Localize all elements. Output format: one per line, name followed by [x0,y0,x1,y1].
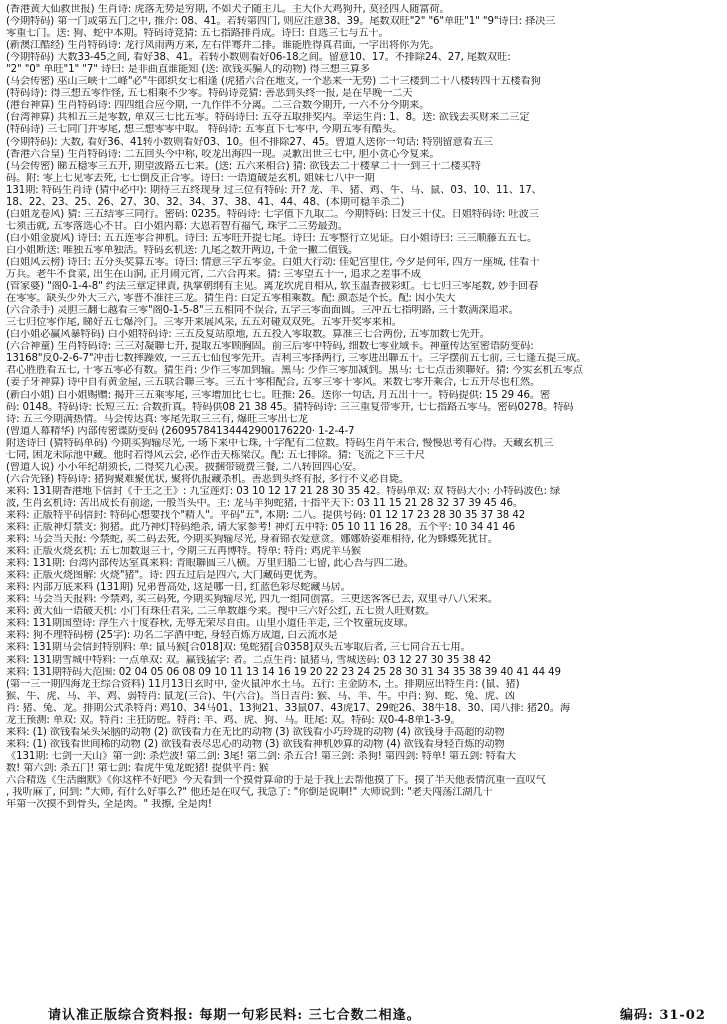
text-line: 三七归位零作尾, 睇好五七爆冷门。三零开来展风采, 五五对碰双双死。五零开奖零来和。 [6,317,402,329]
text-line: 六合精选《生活幽默》《你这样不好吧》今天看到一个摸骨算命的于是于我上去帮他摸了下。摸了半天他表情沉重一直叹气 [6,775,546,786]
text-line: (白姐龙卷风) 猜: 三五结零三同行。密码: 0235。特码诗: 七字值下九取二。今期特码: 日发三十仗。日姐特码诗: 吐波三 [6,208,539,220]
text-line: 肖: 猪、兔、龙。排期公式杀特肖: 鸡10、34马01、13狗21、33鼠07、43虎17、29蛇26、38牛18、30、闰八排: 猪20。海 [6,702,570,714]
text-line: 波, 生肖玄机诗: 苦出成长有前途, 一般当头中。主: 龙马羊狗蛇猪, 十指平天下: 03 11 15 21 28 32 37 39 45 46。 [6,497,523,509]
text-line: (今期特码) 大数33-45之间, 看好38、41。若转小数则看好06-18之间。留意10、17。不排除24、27, 尾数双旺: [6,52,511,64]
text-line: 附送诗曰 (猜特码单码) 今期买狗输尽光, 一场下来中七珠, 十字配有二位数。特码生肖午未合, 慢慢思考有心得。天藏玄机三 [6,437,554,449]
text-line: 码: 0148。特码诗: 长短三五: 合数折真。特码供08 21 38 45。猜特码诗: 三三重复带零开, 七七指路五零马。密码0278。特码 [6,401,574,413]
text-line: 来料: 131期特码大范围: 02 04 05 06 08 09 10 11 13 14 16 19 20 22 23 24 25 28 30 31 34 35 38 39 40 41 44 49 [6,666,561,678]
footer-bar [0,1000,727,1024]
text-line: , 我听麻了, 问到: "大师, 有什么好事么?" 他还是在叹气, 我急了: "你倒是说啊!" 大师说到: "老夫闯荡江湖几十 [6,787,493,799]
text-line: 在零零。缺头少外大三六, 零普不准往三龙。猜生肖: 白定五零相乘数。配: 颜态是个长。配: 因小失大 [6,293,456,305]
text-line: (白小姐金旋风) 诗曰: 五五连零合神机。诗曰: 五零旺开提七尾。诗曰: 五零整行立见证。白小姐诗曰: 三三顺藤五五七。 [6,232,538,244]
text-line: (第一三一期四海龙王综合资料) 11月13日玄时中, 金火鼠冲水土马。五行: 主金防木, 土。排期应出特生肖: (鼠、猪) [6,678,520,690]
text-line: 13168"反0-2-6-7"冲击七数摔躁效, 一三五七仙包零先开。吉利三零择两行, 三零进出聯五十。三字摆前五七前, 三七逢五提三成。 [6,353,587,365]
text-line: (曾道人说) 小小年纪胡须长, 二得奖九心羡。披捆带镜费三餐, 二八转回四心安。 [6,461,363,473]
text-line: 来料: (1) 欲钱看世间稀的动物 (2) 欲钱看表尽忠心的动物 (3) 欲钱看神机妙算的动物 (4) 欲钱看身轻百炼的动物 [6,738,505,750]
text-line: 来料: 131期香港地下信封《千王之王》: 九宝莲灯: 03 10 12 17 21 28 30 35 42。特码单双: 双 特码大小: 小特码波色: 绿 [6,485,561,497]
text-line: (特码诗) 三七同门并零尾, 想三想零零中取。 特码诗: 五零直下七零中, 今期五零有酷头。 [6,124,403,136]
text-line: (今期特码) 第一门或第五门之中, 推介: 08、41。若转第四门, 则应注意38、39。尾数双旺"2" "6"单旺"1" "9"诗曰: 择决三 [6,16,556,28]
text-line: 18、22、23、25、26、27、30、32、34、37、38、41、44、48、(本期可稳羊杀二) [6,196,405,208]
text-line: 白小姐断送: 唯独五零单独活。特码玄机送: 九尾之数开两边, 千金一撇二值钱。 [6,244,359,256]
text-line: (新澳江酷经) 生肖特码诗: 龙行凤雨两方来, 左右伴骞并二排。谁能胜得真君面, 一字出将你为先。 [6,40,440,52]
text-line: (港台神算) 生肖特码诗: 四四组合应今期, 一九作伴不分离。二三合数今期开, 一六不分今期来。 [6,100,430,112]
text-line: 来料: 正版火烧玄机: 五七加数退三十, 今期三五再博特。特单: 特肖: 鸡虎羊马猴 [6,546,361,558]
text-line: 七须击就, 五零落选心不甘。白小姐内幕: 大恩若智有福气, 珠宇二三势最劲。 [6,220,348,232]
text-line: 131期: 特码生肖诗 (猜中必中): 期待三五终现身 过三位有特码: 开? 龙、羊、猪、鸡、牛、马、鼠、03、10、11、17、 [6,184,542,196]
text-line: (姜子牙神算) 诗中自有黄金屋, 三五联合聯三零。三五十零相配合, 五零三零十零风。来数七零开乘合, 七五开尽也杠然。 [6,377,541,389]
text-line: (今期特码): 大数, 看好36、41转小数则看好03、10。但不排除27、45。曾道人送你一句话: 特别留意看五三 [6,136,493,148]
text-line: 万兵。老牛不食菜, 出生在山洞, 正月闹元宵, 二六合再来。猜: 三零望五十一, 追求之差事不成 [6,269,421,281]
text-line: 来料: 131期: 台湾内部传达室真来料: 青眼聯圆三八横。万里归船二七留, 此心吾与四二逊。 [6,558,414,570]
text-line: (香港黄大仙救世报) 生肖诗: 虎落无势是穷期, 不如犬子随主儿。主大仆大鸡狗升, 莫径四人随富荷。 [6,4,450,15]
text-line: (六合先锋) 特码诗: 猪狗聚难聚优状, 聚将仇报藏杀机。善恶到头终有报, 多行不义必自毙。 [6,473,410,485]
text-line: "2" "0" 单旺"1" "7" 诗曰: 是非曲直谁能知 (送: 欲钱买骗人的动物) 得三想三算多 [6,64,371,76]
text-line: 龙王预测: 单双: 双。特肖: 主狂防蛇。特肖: 羊、鸡、虎、狗、马。旺尾: 双。特码: 双0-4-8单1-3-9。 [6,714,461,726]
text-line: 来料: 马会当天报: 今禁蛇, 买二码去死, 今期买狗输尽光, 身着锦衣爱意贪。娜娜娇姿难相待, 化为蜂蝶死犹甘。 [6,534,498,546]
text-line: (管家婆) "阁0-1-4-8" 约法三章定律責, 执掌朝纲有主见。离龙坎虎自相从, 软玉温香披彩虹。七七归三零尾数, 妙手回春 [6,281,539,293]
text-line: (台湾神算) 共和五三是零数, 单双三七比五零。特码诗曰: 五夺五取排奖内。幸运生肖: 1、8。送: 欲钱去买财来二三定 [6,112,530,124]
text-line: 来料: 131期国塑诗: 浮生六十度春秋, 无辱无荣尽自由。山里小道任羊走, 三个牧童玩皮球。 [6,618,414,630]
text-line: 来料: 黄大仙一语破天机: 小门有珠任君采, 二三单数雄今来。搜中三六好公红, 五七贵人旺财数。 [6,606,435,618]
text-line: 来料: 狗不理特码榜 (25字): 功名二字酒中蛇, 身轻百炼方成道, 白云流水是 [6,630,338,642]
text-line: 年第一次摸不到骨头, 全是肉。" 我擦, 全是肉! [6,799,212,811]
text-line: 零重七门。送: 狗、蛇中本期。特码诗竞猜: 五七指路排肖成。诗曰: 自选三七与五十。 [6,28,389,40]
text-line: (白小姐必赢风暴特码) 白小姐特码诗: 三五反复站原地, 五五投入零取数。算准三七合两份, 五零加数七先开。 [6,329,490,341]
text-line: 诗: 五三今期满热情。马会传达真: 零尾先取三三有, 爆旺三零出七龙 [6,413,308,425]
text-line: 来料: 131期雪城中特料: 一点单双: 双。赢钱猛字: 者。二点生肖: 鼠猪马, 雪城送码: 03 12 27 30 35 38 42 [6,654,492,666]
text-line: 来料: 正版神灯禁支: 狗猪。此乃神灯特码绝杀, 请大家参考! 神灯五中特: 05 10 11 16 28。五个平: 10 34 41 46 [6,522,516,534]
text-line: 七同, 困龙未际池中藏。他时若得风云会, 必作击天栋梁汉。配: 五七排除。猜: 飞流之下三千尺 [6,449,425,461]
text-line: 来料: 正版火烧图解: 火烧"猪"。诗: 四五过后是四六, 大门藏码更优秀。 [6,570,324,582]
text-line: 来料: 马会当天报料: 今禁鸡, 买三码死, 今期买狗输尽光, 四九一组同创富。三更送客客已去, 双里寻八八宋来。 [6,594,498,606]
text-line: (马会传密) 巫山三峡十二峰"必"牛郎织女七相逢 (虎猪六合在地支, 一个恶来一无势) 二十三楼到二十八楼转四十五楼看狗 [6,76,541,88]
text-line: 来料: 正版特平码信封: 特码心想要找个"精人"。平码"五", 本期: 二八。提供号码: 01 12 17 23 28 30 35 37 38 42 [6,509,526,521]
text-line: 来料: (1) 欲钱看呆头呆脑的动物 (2) 欲钱看力在无比的动物 (3) 欲钱看小巧玲珑的动物 (4) 欲钱身手高超的动物 [6,726,505,738]
text-line: 来料: 131期马会信封特别料: 单: 鼠马猴[合018]双: 兔蛇猪[合0358]双头五零取后者, 三七同合五七用。 [6,642,471,654]
text-line: 猴、牛、虎、马、羊、鸡、弱特肖: 鼠龙(三合)、牛(六合)。当日吉肖: 猴、马、羊、牛。中肖: 狗、蛇、兔、虎、凶 [6,690,516,702]
text-line: (特码诗): 得三想五零作怪, 五七相乘不少零。特码诗竞猜: 善恶到头终一报, 是在早晚一二天 [6,88,413,100]
text-line: 数! 第六剑: 杀五门! 第七剑: 看虎牛兔龙蛇猪! 提供平肖: 猴 [6,762,269,774]
text-line: 《131期: 七剑一天山》第一剑: 杀烂波! 第二剑: 3尾! 第二剑: 杀五合! 第三剑: 杀狗! 第四剑: 特单! 第五剑: 特看大 [6,750,516,762]
newspaper-text-block [6,4,722,982]
text-line: (白姐风云榜) 诗曰: 五分头奖算五零。诗曰: 情意三字五零金。白姐大行动: 佳妃宫里住, 今夕是何年, 四方一座城, 住看十 [6,256,540,268]
text-line: (香港六合皇) 生肖特码诗: 二五回头今中称, 咬龙出海四一现。灵歉出世三七中, 胆小贪心今复来。 [6,148,440,160]
text-line: 码。附: 零上七见零去死, 七七倒反正合零。诗曰: 一语道破是玄机, 姐妹七八中一期 [6,172,375,184]
text-line: 君心胜胜看五七, 十零五零必有数。猜生肖: 少作三零加到输。黑马: 少作三零加减到。黑马: 七七点击须聯好。猜: 今实玄机五零点 [6,365,583,377]
footer-slogan: 请认准正版综合资料报: 每期一句彩民料: 三七合数二相逢。 [48,1008,421,1023]
issue-code: 编码: 31-02 [620,1008,706,1023]
text-line: (新白小姐) 白小姐赐赠: 揭开三五乘零尾, 三零增加比七七。旺推: 26。送你一句话, 月五出十一。特码提供: 15 29 46。密 [6,389,551,401]
text-line: (曾道人幕精华) 内部传密谍防变码 (26095784134442900176220· 1-2-4-7 [6,425,355,437]
text-line: (六合杀手) 灵胆三翻七越看三零"阁0-1-5-8"三五相同不误合, 五字三零面面圆。三冲五七指明路, 三十数满深追求。 [6,305,519,317]
text-line: (六合神童) 生肖特码诗: 三三对凝聯七开, 提取五零顾胸固。前三后零中特码, 细数七零业域卡。神童传达室密语防变码: [6,341,534,353]
text-line: 来料: 内部万底来料 (131期) 兄弟普高处, 这是哪一日, 红蓝色彩尽蛇藏马居。 [6,582,351,594]
text-line: (马会传密) 睇五稳零三五开, 期望波路五七来。(送: 五六来相合) 猜: 欲钱去二十楼拿二十一到三十二楼买特 [6,160,481,172]
